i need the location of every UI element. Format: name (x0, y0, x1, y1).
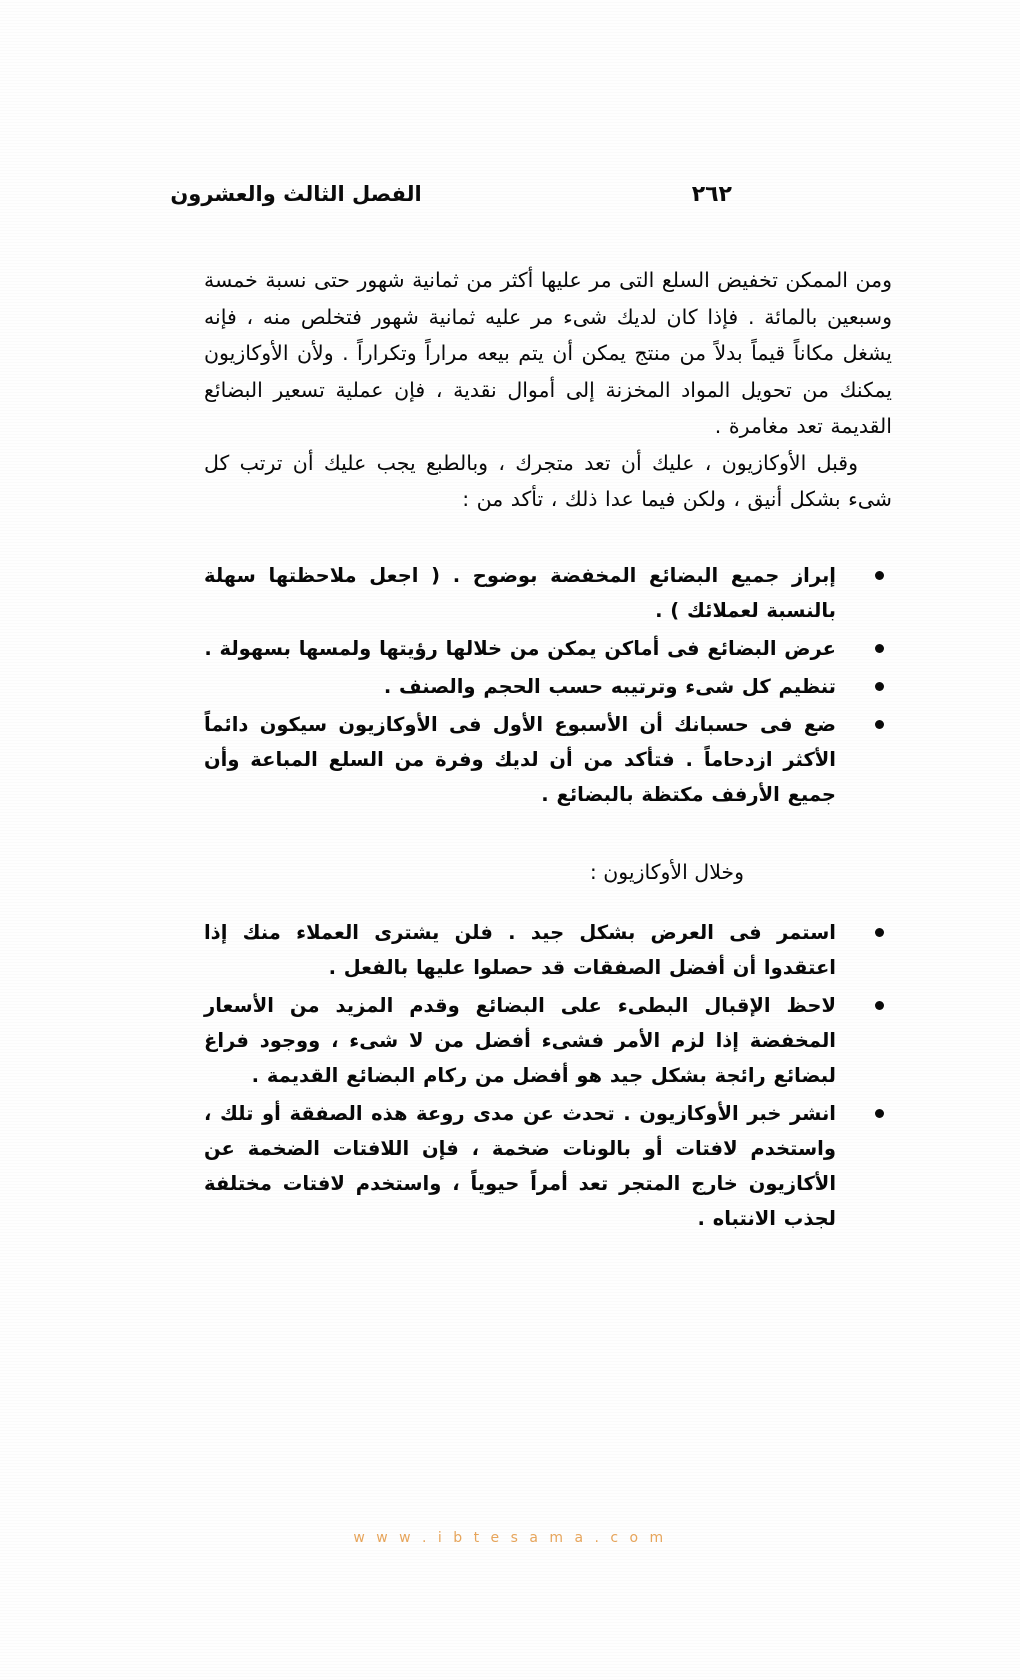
paragraph-first: ومن الممكن تخفيض السلع التى مر عليها أكثر من ثمانية شهور حتى نسبة خمسة وسبعين بالمائة . فإذا كان لديك شىء مر عليه ثمانية شهور فتخلص منه ، فإنه يشغل مكاناً قيماً بدلاً من منتج يمكن أن يتم بيعه مراراً وتكراراً . ولأن الأوكازيون يمكنك من تحويل المواد المخزنة إلى أموال نقدية ، فإن عملية تسعير البضائع القديمة تعد مغامرة . (204, 268, 892, 438)
footer-watermark: w w w . i b t e s a m a . c o m (353, 1530, 667, 1546)
list-item: لاحظ الإقبال البطىء على البضائع وقدم المزيد من الأسعار المخفضة إذا لزم الأمر فشىء أفضل من لا شىء ، ووجود فراغ لبضائع رائجة بشكل جيد هو أفضل من ركام البضائع القديمة . (204, 988, 892, 1093)
chapter-title: الفصل الثالث والعشرون (170, 182, 422, 206)
list-item: انشر خبر الأوكازيون . تحدث عن مدى روعة هذه الصفقة أو تلك ، واستخدم لافتات أو بالونات ضخمة ، فإن اللافتات الضخمة عن الأكازيون خارج المتجر تعد أمراً حيوياً ، واستخدم لافتات مختلفة لجذب الانتباه . (204, 1096, 892, 1236)
list-item: تنظيم كل شىء وترتيبه حسب الحجم والصنف . (204, 669, 892, 704)
bullet-list-during-sale (204, 915, 892, 1236)
page-content (204, 262, 892, 1239)
spacer (204, 518, 892, 558)
list-item: استمر فى العرض بشكل جيد . فلن يشترى العملاء منك إذا اعتقدوا أن أفضل الصفقات قد حصلوا عليها بالفعل . (204, 915, 892, 985)
page-number: ٢٦٢ (691, 182, 732, 207)
running-head (120, 182, 900, 218)
list-item: ضع فى حسبانك أن الأسبوع الأول فى الأوكازيون سيكون دائماً الأكثر ازدحاماً . فتأكد من أن لديك وفرة من السلع المباعة وأن جميع الأرفف مكتظة بالبضائع . (204, 707, 892, 812)
bullet-list-before-sale (204, 558, 892, 812)
list-item: عرض البضائع فى أماكن يمكن من خلالها رؤيتها ولمسها بسهولة . (204, 631, 892, 666)
list-item: إبراز جميع البضائع المخفضة بوضوح . ( اجعل ملاحظتها سهلة بالنسبة لعملائك ) . (204, 558, 892, 628)
section-heading-during-sale: وخلال الأوكازيون : (589, 859, 744, 884)
spacer (204, 815, 892, 855)
spacer (204, 889, 892, 915)
paragraph-second: وقبل الأوكازيون ، عليك أن تعد متجرك ، وبالطبع يجب عليك أن ترتب كل شىء بشكل أنيق ، ولكن فيما عدا ذلك ، تأكد من : (204, 450, 892, 511)
